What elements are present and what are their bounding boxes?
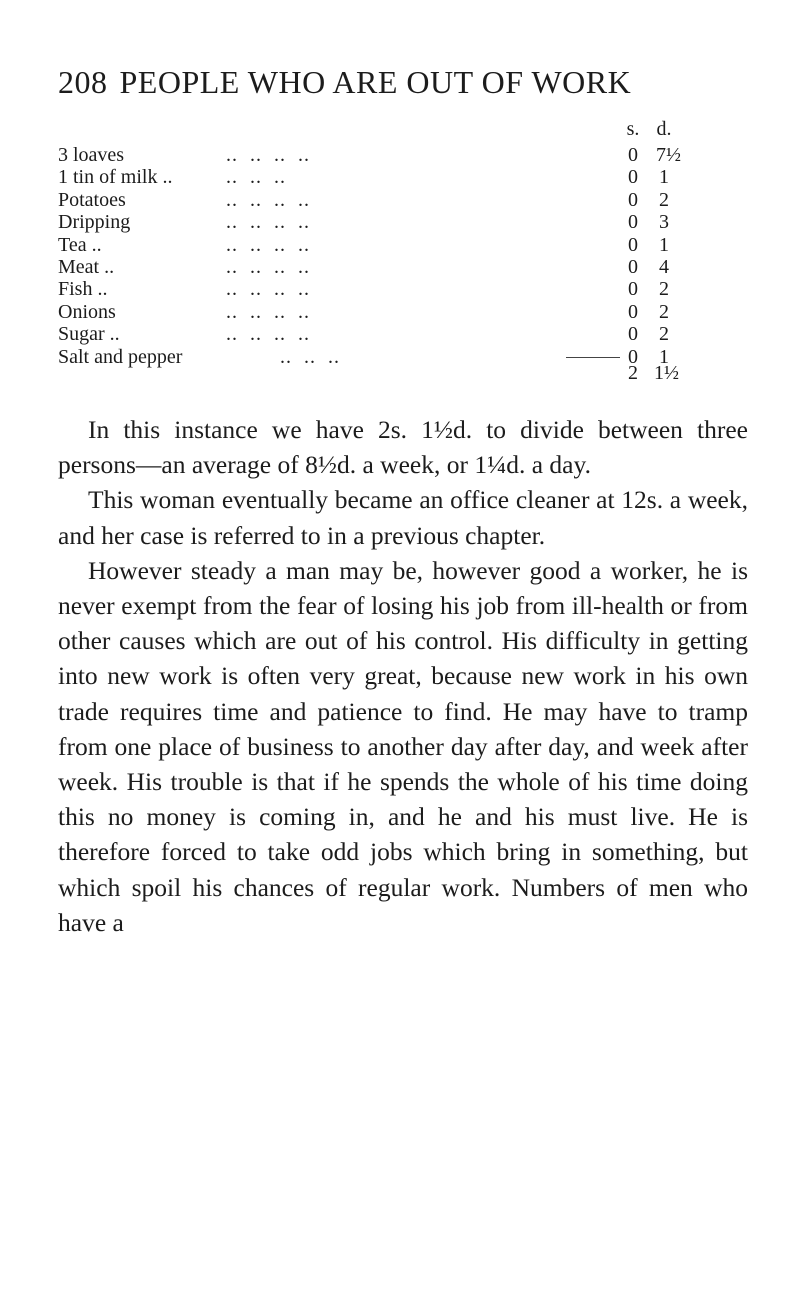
dot-leader: .. .. .. ..	[226, 278, 310, 301]
item-pence: 1	[659, 166, 669, 189]
item-label: Dripping	[58, 211, 131, 234]
item-label: Tea ..	[58, 233, 102, 256]
total-rule	[566, 357, 620, 358]
dot-leader: .. .. .. ..	[226, 211, 310, 234]
item-shillings: 0	[628, 144, 638, 166]
item-pence: 2	[659, 188, 669, 211]
budget-item	[58, 166, 678, 188]
budget-units-row	[58, 118, 678, 144]
budget-total	[58, 362, 678, 386]
item-label: 1 tin of milk ..	[58, 166, 173, 189]
budget-item	[58, 144, 681, 166]
item-shillings: 0	[628, 300, 638, 323]
item-pence: 2	[659, 278, 669, 301]
item-shillings: 0	[628, 323, 638, 346]
budget-item	[58, 301, 678, 323]
dot-leader: .. .. .. ..	[226, 300, 310, 323]
dot-leader: .. .. .. ..	[226, 323, 310, 346]
item-shillings: 0	[628, 278, 638, 301]
item-label: Fish ..	[58, 278, 108, 301]
running-title: PEOPLE WHO ARE OUT OF WORK	[119, 64, 632, 100]
pence-column-heading: d.	[656, 118, 672, 140]
budget-item	[58, 256, 678, 278]
item-shillings: 0	[628, 211, 638, 234]
item-pence: 4	[659, 255, 669, 278]
item-label: Onions	[58, 300, 116, 323]
budget-table	[58, 118, 681, 368]
dot-leader: .. .. ..	[226, 345, 340, 368]
budget-item	[58, 278, 678, 300]
paragraph: In this instance we have 2s. 1½d. to divide between three persons—an average of 8½d. a week, or 1¼d. a day.	[58, 415, 748, 480]
body-text	[58, 412, 748, 940]
budget-item	[58, 323, 678, 345]
paragraph: This woman eventually became an office cleaner at 12s. a week, and her case is referred to in a previous chapter.	[58, 485, 748, 550]
item-shillings: 0	[628, 166, 638, 189]
shillings-column-heading: s.	[626, 118, 640, 140]
item-label: Salt and pepper	[58, 345, 183, 368]
item-shillings: 0	[628, 345, 638, 368]
item-shillings: 0	[628, 233, 638, 256]
item-pence: 1	[659, 233, 669, 256]
item-shillings: 0	[628, 255, 638, 278]
item-pence: 2	[659, 323, 669, 346]
item-shillings: 0	[628, 188, 638, 211]
dot-leader: .. .. .. ..	[226, 233, 310, 256]
item-pence: 2	[659, 300, 669, 323]
item-label: 3 loaves	[58, 144, 125, 166]
total-pence: 1½	[654, 362, 679, 384]
dot-leader: .. .. .. ..	[226, 255, 310, 278]
dot-leader: .. .. .. ..	[226, 144, 310, 166]
item-label: Sugar ..	[58, 323, 120, 346]
paragraph: However steady a man may be, however good a worker, he is never exempt from the fear of losing his job from ill-health or from other causes which are out of his control. His difficulty in getting into new work is often very great, because new work in his own trade requires time and patience to find. He may have to tramp from one place of business to another day after day, and week after week. His trouble is that if he spends the whole of his time doing this no money is coming in, and he and his must live. He is therefore forced to take odd jobs which bring in something, but which spoil his chances of regular work. Numbers of men who have a	[58, 555, 748, 937]
budget-item	[58, 189, 678, 211]
dot-leader: .. .. .. ..	[226, 188, 310, 211]
budget-item	[58, 211, 678, 233]
total-shillings: 2	[628, 362, 638, 384]
budget-item	[58, 234, 678, 256]
running-header	[58, 64, 748, 101]
page-number: 208	[58, 64, 108, 100]
item-pence: 1	[659, 345, 669, 368]
item-label: Potatoes	[58, 188, 126, 211]
item-pence: 7½	[656, 144, 681, 166]
item-pence: 3	[659, 211, 669, 234]
dot-leader: .. .. ..	[226, 166, 286, 189]
item-label: Meat ..	[58, 255, 115, 278]
